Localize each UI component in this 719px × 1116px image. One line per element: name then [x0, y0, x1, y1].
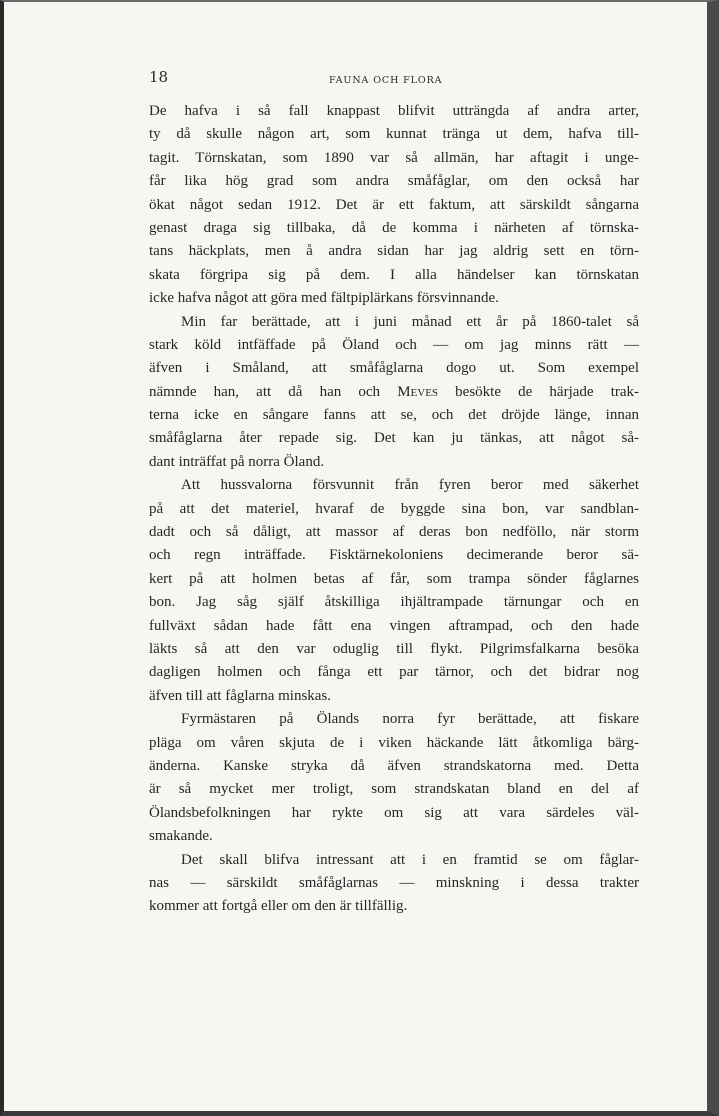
text-line: och regn inträffade. Fisktärnekoloniens decimerande beror sä- [149, 547, 639, 564]
text-line: dadt och så dåligt, att massor af deras bon nedföllo, när storm [149, 524, 639, 541]
text-line: äfven i Småland, att småfåglarna dogo ut. Som exempel [149, 360, 639, 377]
text-line: genast draga sig tillbaka, då de komma i närheten af törnska- [149, 219, 639, 236]
text-line: nämnde han, att då han och Meves besökte de härjade trak- [149, 383, 640, 400]
text-line: Ölandsbefolkningen har rykte om sig att vara särdeles väl- [149, 804, 639, 821]
text-line: skata förgripa sig på dem. I alla händelser kan törnskatan [149, 266, 639, 283]
text-line: änderna. Kanske stryka då äfven strandskatorna med. Detta [149, 757, 639, 774]
body-text [149, 100, 639, 919]
text-line: tans häckplats, men å andra sidan har jag aldrig sett en törn- [149, 243, 639, 260]
text-line: Det skall blifva intressant att i en framtid se om fåglar- [181, 851, 639, 868]
text-line: De hafva i så fall knappast blifvit utträngda af andra arter, [149, 103, 639, 119]
text-line: ty då skulle någon art, som kunnat tränga ut dem, hafva till- [149, 126, 639, 143]
page-number: 18 [149, 68, 169, 86]
text-line: icke hafva något att göra med fältpiplärkans försvinnande. [149, 290, 499, 307]
running-head: FAUNA OCH FLORA [329, 75, 443, 86]
text-line: fullväxt sådan hade fått ena vingen aftrampad, och den hade [149, 617, 639, 634]
text-line: dant inträffat på norra Öland. [149, 453, 325, 470]
text-line: stark köld intfäffade på Öland och — om jag minns rätt — [149, 336, 639, 353]
text-line: på att det materiel, hvaraf de byggde sina bon, var sandblan- [149, 500, 639, 517]
text-line: pläga om våren skjuta de i viken häckande lätt åtkomliga bärg- [149, 734, 639, 751]
page-header [149, 68, 639, 92]
text-line: kert på att holmen betas af får, som trampa sönder fåglarnes [149, 570, 639, 587]
text-line: terna icke en sångare fanns att se, och det dröjde länge, innan [149, 407, 639, 424]
author-name: Meves [397, 383, 439, 400]
text-line: får lika hög grad som andra småfåglar, om den också har [149, 173, 639, 190]
text-line: Min far berättade, att i juni månad ett år på 1860-talet så [181, 313, 639, 330]
text-line: läkts så att den var oduglig till flykt. Pilgrimsfalkarna besöka [149, 640, 639, 657]
text-line: Att hussvalorna försvunnit från fyren beror med säkerhet [181, 477, 639, 494]
text-line: är så mycket mer troligt, som strandskatan bland en del af [149, 781, 639, 798]
text-line: ökat något sedan 1912. Det är ett faktum, att särskildt sångarna [149, 196, 639, 213]
text-line: smakande. [149, 828, 213, 845]
text-line: bon. Jag såg själf åtskilliga ihjältrampade tärnungar och en [149, 594, 639, 611]
text-line: småfåglarna åter repade sig. Det kan ju tänkas, att något så- [149, 430, 639, 447]
text-line: äfven till att fåglarna minskas. [149, 687, 332, 704]
text-line: Fyrmästaren på Ölands norra fyr berättade, att fiskare [181, 711, 639, 728]
text-line: tagit. Törnskatan, som 1890 var så allmän, har aftagit i unge- [149, 149, 639, 166]
text-line: nas — särskildt småfåglarnas — minskning i dessa trakter [149, 874, 639, 891]
text-line: kommer att fortgå eller om den är tillfällig. [149, 898, 408, 915]
text-line: dagligen holmen och fånga ett par tärnor, och det bidrar nog [149, 664, 639, 681]
